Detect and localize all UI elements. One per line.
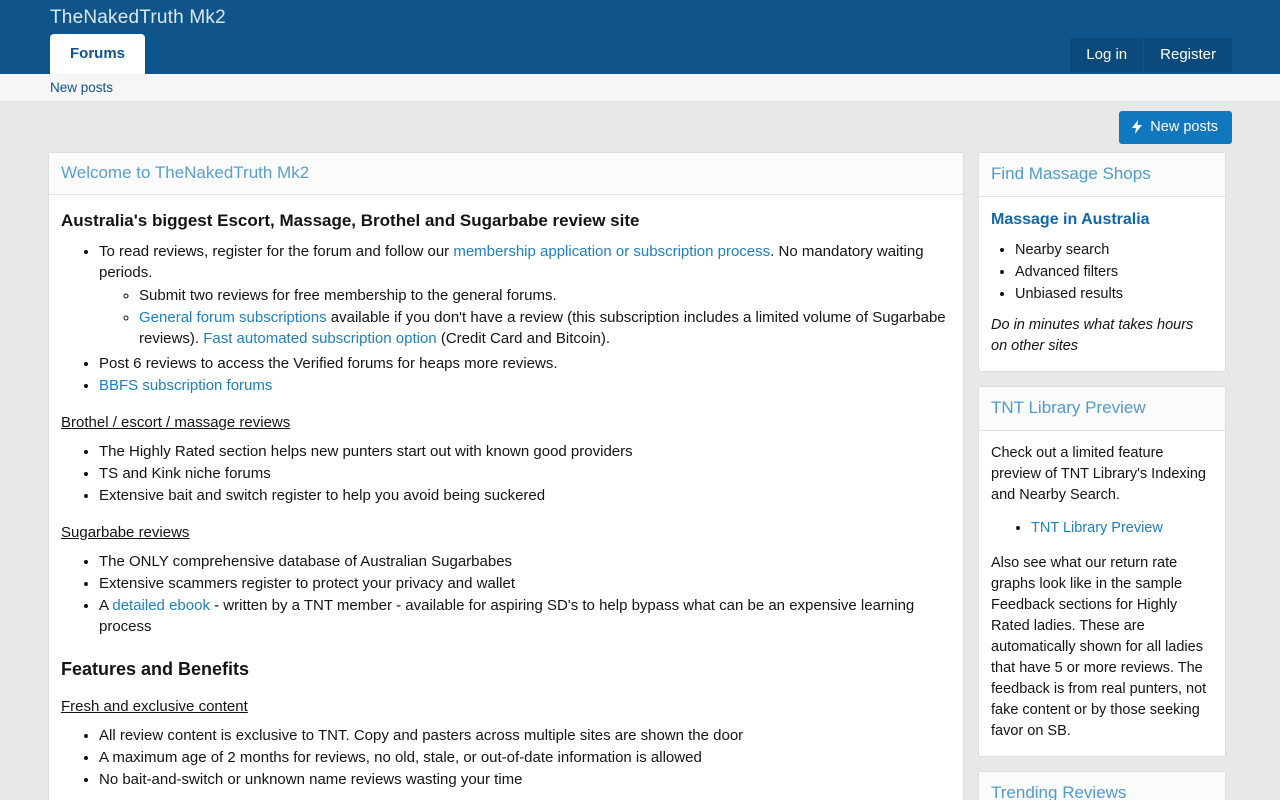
welcome-panel-header [49, 153, 963, 195]
list-item: • Advanced filters [1015, 262, 1213, 283]
heading-sugarbabe-reviews: Sugarbabe reviews [61, 524, 190, 541]
heading-features-benefits: Features and Benefits [61, 659, 250, 679]
main-column [48, 152, 964, 800]
list-item [99, 595, 951, 637]
tnt-library-preview-title: TNT Library Preview [991, 398, 1146, 417]
find-massage-shops-body [979, 197, 1225, 371]
trending-reviews-title: Trending Reviews [991, 783, 1127, 800]
auth-links [1070, 38, 1232, 72]
find-massage-shops-title: Find Massage Shops [991, 164, 1151, 183]
massage-note: Do in minutes what takes hours on other sites [991, 317, 1194, 354]
new-posts-button-label: New posts [1150, 118, 1218, 135]
bbfs-subscription-link[interactable]: BBFS subscription forums [99, 377, 273, 394]
trending-reviews-header [979, 772, 1225, 800]
membership-process-link[interactable]: membership application or subscription process [453, 243, 771, 260]
sugarbabe-list [61, 551, 951, 637]
tnt-library-preview-link[interactable]: TNT Library Preview [1031, 520, 1163, 536]
new-posts-button[interactable] [1119, 111, 1232, 144]
action-bar [0, 102, 1280, 152]
list-item: • Extensive bait and switch register to help you avoid being suckered [99, 485, 951, 506]
tnt-library-preview-header [979, 387, 1225, 431]
massage-in-australia-heading: Massage in Australia [991, 211, 1150, 228]
heading-brothel-reviews: Brothel / escort / massage reviews [61, 414, 291, 431]
intro-list [61, 241, 951, 396]
detailed-ebook-link[interactable]: detailed ebook [112, 597, 210, 614]
site-title: TheNakedTruth Mk2 [50, 7, 226, 28]
nav-new-posts[interactable]: New posts [50, 80, 114, 95]
register-button[interactable]: Register [1144, 38, 1232, 72]
list-item: • The Highly Rated section helps new punters start out with known good providers [99, 441, 951, 462]
site-header [0, 0, 1280, 74]
ebook-text-a: A [99, 597, 113, 614]
tnt-library-para-2: Also see what our return rate graphs look like in the sample Feedback sections for Highly Rated ladies. These are automatically shown for all ladies that have 5 or more reviews. The feedback is from real punters, not fake content or by those seeking favor on SB. [991, 555, 1207, 739]
ebook-text-b: - written by a TNT member - available for aspiring SD's to help bypass what can be an expensive learning process [99, 597, 915, 635]
list-item: • All review content is exclusive to TNT. Copy and pasters across multiple sites are shown the door [99, 725, 951, 746]
find-massage-shops-header [979, 153, 1225, 197]
lead-heading: Australia's biggest Escort, Massage, Brothel and Sugarbabe review site [61, 211, 640, 230]
list-item: • The ONLY comprehensive database of Australian Sugarbabes [99, 551, 951, 572]
list-item: • No bait-and-switch or unknown name reviews wasting your time [99, 769, 951, 790]
list-item: ◦ Submit two reviews for free membership to the general forums. [139, 285, 951, 306]
log-in-button[interactable]: Log in [1070, 38, 1144, 72]
list-item: • A maximum age of 2 months for reviews, no old, stale, or out-of-date information is allowed [99, 747, 951, 768]
list-item: • Extensive scammers register to protect your privacy and wallet [99, 573, 951, 594]
massage-feature-list [991, 240, 1213, 305]
list-item: • Unbiased results [1015, 284, 1213, 305]
page-title: Welcome to TheNakedTruth Mk2 [61, 163, 310, 182]
tnt-library-link-list [991, 518, 1213, 539]
sub2-text-b: (Credit Card and Bitcoin). [436, 330, 611, 347]
sub2-text-a: available if you don't have a review (this subscription includes a limited volume of Sugarbabe reviews). [139, 309, 946, 347]
list-item [99, 375, 951, 396]
list-item [99, 241, 951, 349]
heading-fresh-content: Fresh and exclusive content [61, 698, 248, 715]
primary-nav [50, 34, 145, 74]
intro-text-b: . No mandatory waiting periods. [99, 243, 924, 281]
tnt-library-preview-panel [978, 386, 1226, 757]
tnt-library-preview-body [979, 431, 1225, 756]
welcome-panel [48, 152, 964, 800]
intro-text-a: To read reviews, register for the forum and follow our [99, 243, 454, 260]
general-forum-subscriptions-link[interactable]: General forum subscriptions [139, 309, 327, 326]
bolt-icon [1131, 120, 1143, 134]
tnt-library-para-1: Check out a limited feature preview of TNT Library's Indexing and Nearby Search. [991, 445, 1206, 503]
fast-automated-subscription-link[interactable]: Fast automated subscription option [203, 330, 437, 347]
fresh-content-list [61, 725, 951, 790]
list-item: • Nearby search [1015, 240, 1213, 261]
list-item [139, 307, 951, 349]
sidebar [978, 152, 1226, 800]
brothel-list [61, 441, 951, 506]
list-item [1031, 518, 1213, 539]
secondary-nav [0, 74, 1280, 102]
trending-reviews-panel [978, 771, 1226, 800]
list-item: • Post 6 reviews to access the Verified forums for heaps more reviews. [99, 353, 951, 374]
page-body [0, 152, 1280, 800]
welcome-panel-body [49, 195, 963, 800]
find-massage-shops-panel [978, 152, 1226, 372]
tab-forums[interactable]: Forums [50, 34, 145, 74]
list-item: • TS and Kink niche forums [99, 463, 951, 484]
intro-sublist [99, 285, 951, 349]
